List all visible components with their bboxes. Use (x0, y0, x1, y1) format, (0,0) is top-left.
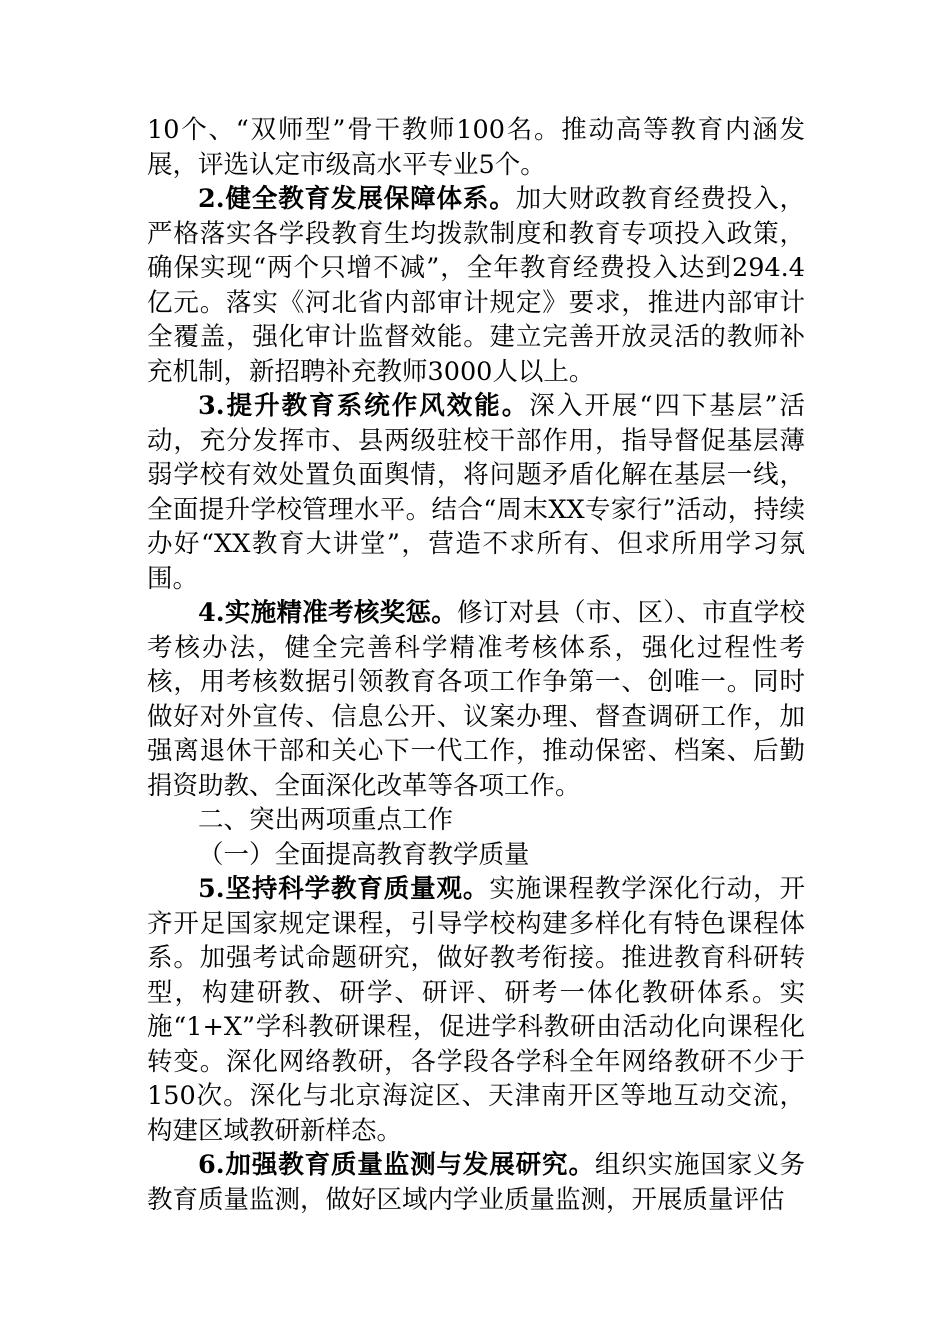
paragraph-3-text: 深入开展“四下基层”活动，充分发挥市、县两级驻校干部作用，指导督促基层薄弱学校有效处置负面舆情，将问题矛盾化解在基层一线，全面提升学校管理水平。结合“周末XX专家行”活动，持续办好“XX教育大讲堂”，营造不求所有、但求所用学习氛围。 (147, 391, 806, 594)
paragraph-2-lead: 2.健全教育发展保障体系。 (198, 184, 516, 214)
paragraph-2-text: 加大财政教育经费投入，严格落实各学段教育生均拨款制度和教育专项投入政策，确保实现“两个只增不减”，全年教育经费投入达到294.4亿元。落实《河北省内部审计规定》要求，推进内部审计全覆盖，强化审计监督效能。建立完善开放灵活的教师补充机制，新招聘补充教师3000人以上。 (147, 184, 805, 387)
paragraph-1 (147, 113, 805, 182)
paragraph-4 (147, 596, 805, 803)
paragraph-4-text: 修订对县（市、区）、市直学校考核办法，健全完善科学精准考核体系，强化过程性考核，用考核数据引领教育各项工作争第一、创唯一。同时做好对外宣传、信息公开、议案办理、督查调研工作，加强离退休干部和关心下一代工作，推动保密、档案、后勤捐资助教、全面深化改革等各项工作。 (147, 598, 805, 801)
paragraph-4-lead: 4.实施精准考核奖惩。 (198, 598, 457, 628)
paragraph-6-lead: 6.加强教育质量监测与发展研究。 (198, 1150, 595, 1180)
paragraph-5-text: 实施课程教学深化行动，开齐开足国家规定课程，引导学校构建多样化有特色课程体系。加强考试命题研究，做好教考衔接。推进教育科研转型，构建研教、研学、研评、研考一体化教研体系。实施“1+X”学科教研课程，促进学科教研由活动化向课程化转变。深化网络教研，各学段各学科全年网络教研不少于150次。深化与北京海淀区、天津南开区等地互动交流，构建区域教研新样态。 (147, 874, 805, 1146)
paragraph-5 (147, 872, 805, 1148)
document-page (147, 113, 805, 1217)
sub-heading: （一）全面提高教育教学质量 (198, 839, 530, 870)
paragraph-6 (147, 1148, 805, 1217)
paragraph-3-lead: 3.提升教育系统作风效能。 (198, 391, 530, 421)
section-heading: 二、突出两项重点工作 (198, 805, 454, 835)
paragraph-2 (147, 182, 805, 389)
paragraph-3 (147, 389, 805, 596)
paragraph-1-text: 10个、“双师型”骨干教师100名。推动高等教育内涵发展，评选认定市级高水平专业5个。 (147, 115, 805, 180)
paragraph-6-text: 组织实施国家义务教育质量监测，做好区域内学业质量监测，开展质量评估 (147, 1150, 805, 1215)
paragraph-5-lead: 5.坚持科学教育质量观。 (198, 874, 490, 904)
